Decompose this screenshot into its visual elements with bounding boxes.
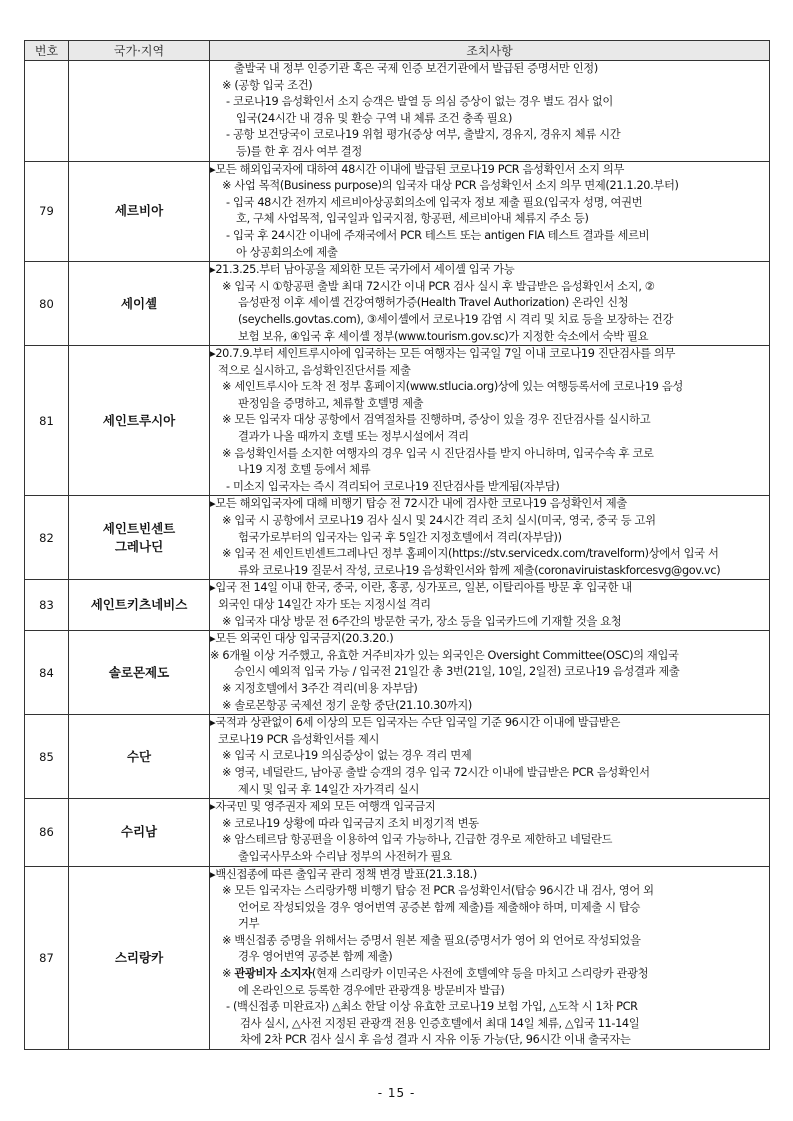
country-name-line: 솔로몬제도 xyxy=(108,664,170,680)
header-number: 번호 xyxy=(25,41,69,61)
measure-line: 음성판정 이후 세이셸 건강여행허가증(Health Travel Authorization) 온라인 신청 xyxy=(238,296,629,310)
row-country xyxy=(69,496,210,580)
measure-line: 험국가로부터의 입국자는 입국 후 5일간 지정호텔에서 격리(자부담)) xyxy=(238,530,562,544)
measure-line: 검사 실시, △사전 지정된 관광객 전용 인증호텔에서 최대 14일 체류, △입국 11-14일 xyxy=(240,1016,640,1030)
row-measures xyxy=(210,262,770,346)
row-measures xyxy=(210,61,770,162)
country-name-line: 세르비아 xyxy=(114,203,164,219)
country-name-line: 그레나딘 xyxy=(114,538,164,554)
measure-line: ※ 암스테르담 항공편을 이용하여 입국 가능하나, 긴급한 경우로 제한하고 네덜란드 xyxy=(222,833,613,847)
measure-line: 류와 코로나19 질문서 작성, 코로나19 음성확인서와 함께 제출(coronaviruistaskforcesvg@gov.vc) xyxy=(238,563,721,577)
measure-line: ▸20.7.9.부터 세인트루시아에 입국하는 모든 여행자는 입국일 7일 이내 코로나19 진단검사를 의무 xyxy=(210,347,676,361)
measure-line: - 코로나19 음성확인서 소지 승객은 발열 등 의심 증상이 없는 경우 별도 검사 없이 xyxy=(226,95,613,109)
measure-line: ▸모든 해외입국자에 대하여 48시간 이내에 발급된 코로나19 PCR 음성확인서 소지 의무 xyxy=(210,162,625,176)
measure-line: ※ 코로나19 상황에 따라 입국금지 조치 비정기적 변동 xyxy=(222,816,479,830)
header-country: 국가·지역 xyxy=(69,41,210,61)
measure-line: ※ 백신접종 증명을 위해서는 증명서 원본 제출 필요(증명서가 영어 외 언어로 작성되었을 xyxy=(222,933,641,947)
measure-line: - 입국 48시간 전까지 세르비아상공회의소에 입국자 정보 제출 필요(입국자 성명, 여권번 xyxy=(226,195,643,209)
country-name-line: 세인트키츠네비스 xyxy=(90,597,188,613)
measure-line: 아 상공회의소에 제출 xyxy=(236,245,338,259)
measure-line: 출발국 내 정부 인증기관 혹은 국제 인증 보건기관에서 발급된 증명서만 인정) xyxy=(234,62,598,75)
row-measures xyxy=(210,580,770,631)
row-number: 82 xyxy=(25,496,69,580)
measure-line: ※ 세인트루시아 도착 전 정부 홈페이지(www.stlucia.org)상에 있는 여행등록서에 코로나19 음성 xyxy=(222,380,683,394)
table-body xyxy=(25,61,770,1050)
measure-line: 승인시 예외적 입국 가능 / 입국전 21일간 총 3번(21일, 10일, 2일전) 코로나19 음성결과 제출 xyxy=(234,665,680,679)
country-name-line: 세이셸 xyxy=(120,295,158,311)
measure-prefix: ※ xyxy=(222,967,235,981)
row-country xyxy=(69,346,210,496)
table-row xyxy=(25,715,770,799)
row-number: 84 xyxy=(25,631,69,715)
measure-line: 차에 2차 PCR 검사 실시 후 음성 결과 시 자유 이동 가능(단, 96시간 이내 출국자는 xyxy=(240,1033,631,1047)
row-country xyxy=(69,161,210,262)
measure-line: ※ 음성확인서를 소지한 여행자의 경우 입국 시 진단검사를 받지 아니하며, 입국수속 후 코로 xyxy=(222,446,654,460)
row-country xyxy=(69,61,210,162)
measure-line: ※ 모든 입국자 대상 공항에서 검역절차를 진행하며, 증상이 있을 경우 진단검사를 실시하고 xyxy=(222,413,651,427)
row-number: 86 xyxy=(25,799,69,866)
row-country xyxy=(69,631,210,715)
measure-line: 코로나19 PCR 음성확인서를 제시 xyxy=(218,732,380,746)
measure-line: ※ 입국 전 세인트빈센트그레나딘 정부 홈페이지(https://stv.servicedx.com/travelform)상에서 입국 서 xyxy=(222,547,719,561)
entry-measures-table xyxy=(24,40,770,1050)
measure-text: (현재 스리랑카 이민국은 사전에 호텔예약 등을 마치고 스리랑카 관광청 xyxy=(311,967,649,981)
row-number xyxy=(25,61,69,162)
row-number: 79 xyxy=(25,161,69,262)
row-country xyxy=(69,799,210,866)
measure-line xyxy=(210,966,769,983)
measure-line: 경우 영어번역 공증본 함께 제출) xyxy=(238,950,393,964)
measure-line: ▸입국 전 14일 이내 한국, 중국, 이란, 홍콩, 싱가포르, 일본, 이탈리아를 방문 후 입국한 내 xyxy=(210,581,632,595)
measure-line: ※ 입국 시 ①항공편 출발 최대 72시간 이내 PCR 검사 실시 후 발급받은 음성확인서 소지, ② xyxy=(222,279,655,293)
measure-line: 입국(24시간 내 경유 및 환승 구역 내 체류 조건 충족 필요) xyxy=(236,111,513,125)
row-measures xyxy=(210,496,770,580)
table-row xyxy=(25,61,770,162)
measure-line: 호, 구체 사업목적, 입국일과 입국지점, 항공편, 세르비아내 체류지 주소 등) xyxy=(236,212,589,226)
measure-line: - (백신접종 미완료자) △최소 한달 이상 유효한 코로나19 보험 가입, △도착 시 1차 PCR xyxy=(226,1000,638,1014)
measure-line: ※ 입국 시 코로나19 의심증상이 없는 경우 격리 면제 xyxy=(222,749,472,763)
measure-line: ※ (공항 입국 조건) xyxy=(222,78,313,92)
measure-line: ▸모든 외국인 대상 입국금지(20.3.20.) xyxy=(210,632,394,646)
measure-line: (seychells.govtas.com), ③세이셸에서 코로나19 감염 시 격리 및 치료 등을 보장하는 건강 xyxy=(238,312,674,326)
country-name-line: 수단 xyxy=(126,748,152,764)
row-measures xyxy=(210,866,770,1050)
row-measures xyxy=(210,346,770,496)
measure-line: - 미소지 입국자는 즉시 격리되어 코로나19 진단검사를 받게됨(자부담) xyxy=(226,479,560,493)
measure-line: 에 온라인으로 등록한 경우에만 관광객용 방문비자 발급) xyxy=(238,983,505,997)
measure-line: 보험 보유, ④입국 후 세이셸 정부(www.tourism.gov.sc)가 지정한 숙소에서 숙박 필요 xyxy=(238,329,649,343)
measure-line: 적으로 실시하고, 음성확인진단서를 제출 xyxy=(218,363,411,377)
country-name-line: 스리랑카 xyxy=(114,949,164,965)
table-row xyxy=(25,799,770,866)
row-number: 80 xyxy=(25,262,69,346)
row-measures xyxy=(210,715,770,799)
measure-line: 판정임을 증명하고, 체류할 호텔명 제출 xyxy=(238,396,424,410)
country-name-line: 수리남 xyxy=(120,824,158,840)
measure-line: 결과가 나올 때까지 호텔 또는 정부시설에서 격리 xyxy=(238,430,469,444)
table-row xyxy=(25,346,770,496)
row-country xyxy=(69,580,210,631)
row-number: 81 xyxy=(25,346,69,496)
measure-line: 나19 지정 호텔 등에서 체류 xyxy=(238,463,371,477)
measure-line: ※ 영국, 네덜란드, 남아공 출발 승객의 경우 입국 72시간 이내에 발급받은 PCR 음성확인서 xyxy=(222,765,650,779)
table-row xyxy=(25,631,770,715)
measure-line: ※ 입국 시 공항에서 코로나19 검사 실시 및 24시간 격리 조치 실시(미국, 영국, 중국 등 고위 xyxy=(222,514,656,528)
row-country xyxy=(69,866,210,1050)
measure-line: ▸국적과 상관없이 6세 이상의 모든 입국자는 수단 입국일 기준 96시간 이내에 발급받은 xyxy=(210,716,621,730)
table-row xyxy=(25,262,770,346)
row-country xyxy=(69,715,210,799)
measure-line: - 공항 보건당국이 코로나19 위험 평가(증상 여부, 출발지, 경유지, 경유지 체류 시간 xyxy=(226,128,621,142)
measure-line: ※ 모든 입국자는 스리랑카행 비행기 탑승 전 PCR 음성확인서(탑승 96시간 내 검사, 영어 외 xyxy=(222,884,654,898)
table-row xyxy=(25,496,770,580)
row-measures xyxy=(210,631,770,715)
row-measures xyxy=(210,799,770,866)
table-row xyxy=(25,161,770,262)
measure-line: 언어로 작성되었을 경우 영어번역 공증본 함께 제출)를 제출해야 하며, 미제출 시 탑승 xyxy=(238,900,641,914)
table-row xyxy=(25,866,770,1050)
country-name-line: 세인트빈센트 xyxy=(102,520,176,536)
row-number: 87 xyxy=(25,866,69,1050)
measure-line: ※ 지정호텔에서 3주간 격리(비용 자부담) xyxy=(222,681,418,695)
page-number: - 15 - xyxy=(377,1086,416,1100)
measure-line: 거부 xyxy=(238,917,260,931)
measure-line: ※ 사업 목적(Business purpose)의 입국자 대상 PCR 음성확인서 소지 의무 면제(21.1.20.부터) xyxy=(222,179,679,193)
measure-line: ※ 입국자 대상 방문 전 6주간의 방문한 국가, 장소 등을 입국카드에 기재할 것을 요청 xyxy=(222,614,622,628)
measure-line: ※ 6개월 이상 거주했고, 유효한 거주비자가 있는 외국인은 Oversight Committee(OSC)의 재입국 xyxy=(210,648,679,662)
header-measures: 조치사항 xyxy=(210,41,770,61)
measure-line: ▸자국민 및 영주권자 제외 모든 여행객 입국금지 xyxy=(210,800,436,814)
measure-line: - 입국 후 24시간 이내에 주재국에서 PCR 테스트 또는 antigen FIA 테스트 결과를 세르비 xyxy=(226,228,650,242)
measure-line: ※ 솔로몬항공 국제선 정기 운항 중단(21.10.30까지) xyxy=(222,698,472,712)
measure-line: ▸21.3.25.부터 남아공을 제외한 모든 국가에서 세이셸 입국 가능 xyxy=(210,263,515,277)
measure-bold-term: 관광비자 소지자 xyxy=(234,967,312,981)
measure-line: ▸백신접종에 따른 출입국 관리 정책 변경 발표(21.3.18.) xyxy=(210,867,477,881)
row-country xyxy=(69,262,210,346)
row-number: 85 xyxy=(25,715,69,799)
measure-line: 외국인 대상 14일간 자가 또는 지정시설 격리 xyxy=(218,598,431,611)
measure-line: 출입국사무소와 수리남 정부의 사전허가 필요 xyxy=(238,849,452,863)
country-name-line: 세인트루시아 xyxy=(102,412,176,428)
table-header-row xyxy=(25,41,770,61)
measure-line: ▸모든 해외입국자에 대해 비행기 탑승 전 72시간 내에 검사한 코로나19 음성확인서 제출 xyxy=(210,497,627,511)
row-measures xyxy=(210,161,770,262)
measure-line: 등)를 한 후 검사 여부 결정 xyxy=(236,144,362,158)
table-row xyxy=(25,580,770,631)
measure-line: 제시 및 입국 후 14일간 자가격리 실시 xyxy=(238,782,420,796)
row-number: 83 xyxy=(25,580,69,631)
